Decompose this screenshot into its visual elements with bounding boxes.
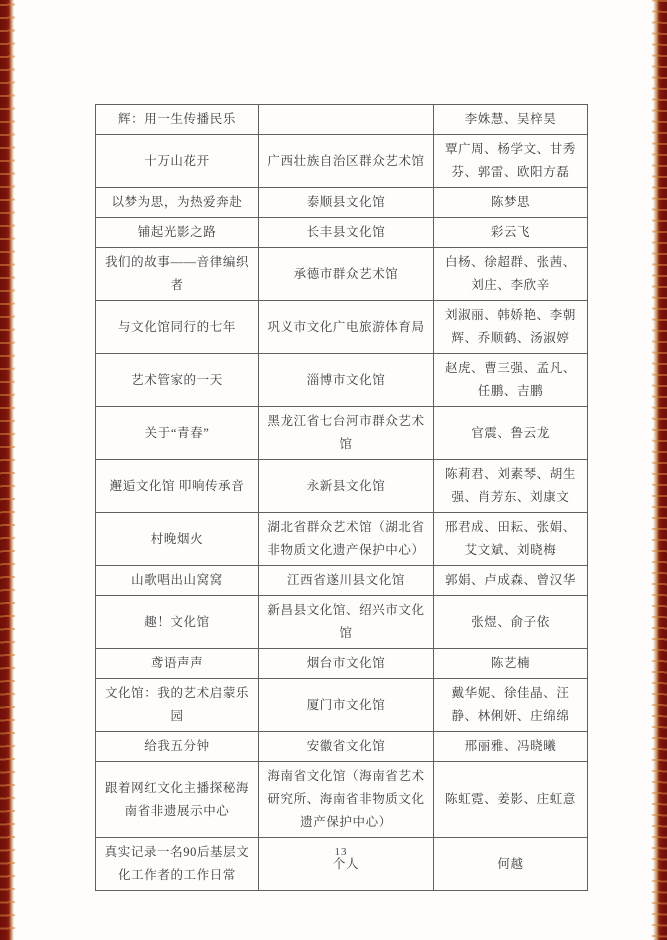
work-title-cell: 鸢语声声 <box>96 649 259 679</box>
authors-cell: 戴华妮、徐佳晶、汪静、林俐妍、庄绵绵 <box>434 679 588 732</box>
authors-cell: 郭娟、卢成森、曾汉华 <box>434 566 588 596</box>
authors-cell: 邢丽雅、冯晓曦 <box>434 732 588 762</box>
scan-edge-right <box>652 0 667 940</box>
work-title-cell: 关于“青春” <box>96 407 259 460</box>
work-title-cell: 给我五分钟 <box>96 732 259 762</box>
authors-cell: 陈莉君、刘素琴、胡生强、肖芳东、刘康文 <box>434 460 588 513</box>
table-row <box>96 566 588 596</box>
table-row <box>96 218 588 248</box>
authors-cell: 陈艺楠 <box>434 649 588 679</box>
organization-cell: 安徽省文化馆 <box>259 732 434 762</box>
work-title-cell: 铺起光影之路 <box>96 218 259 248</box>
authors-cell: 李姝慧、吴梓昊 <box>434 105 588 135</box>
work-title-cell: 与文化馆同行的七年 <box>96 301 259 354</box>
authors-cell: 彩云飞 <box>434 218 588 248</box>
organization-cell: 广西壮族自治区群众艺术馆 <box>259 135 434 188</box>
work-title-cell: 文化馆：我的艺术启蒙乐园 <box>96 679 259 732</box>
authors-cell: 刘淑丽、韩娇艳、李朝辉、乔顺鹤、汤淑婷 <box>434 301 588 354</box>
organization-cell <box>259 105 434 135</box>
authors-cell: 邢君成、田耘、张娟、艾文斌、刘晓梅 <box>434 513 588 566</box>
table-row <box>96 762 588 838</box>
table-row <box>96 188 588 218</box>
page-number: 13 <box>334 846 348 858</box>
organization-cell: 烟台市文化馆 <box>259 649 434 679</box>
organization-cell: 泰顺县文化馆 <box>259 188 434 218</box>
work-title-cell: 辉：用一生传播民乐 <box>96 105 259 135</box>
organization-cell: 永新县文化馆 <box>259 460 434 513</box>
awards-table <box>95 104 588 891</box>
organization-cell: 黑龙江省七台河市群众艺术馆 <box>259 407 434 460</box>
organization-cell: 厦门市文化馆 <box>259 679 434 732</box>
work-title-cell: 邂逅文化馆 叩响传承音 <box>96 460 259 513</box>
authors-cell: 赵虎、曹三强、孟凡、任鹏、吉鹏 <box>434 354 588 407</box>
authors-cell: 陈虹霓、姜影、庄虹意 <box>434 762 588 838</box>
work-title-cell: 山歌唱出山窝窝 <box>96 566 259 596</box>
authors-cell: 官震、鲁云龙 <box>434 407 588 460</box>
work-title-cell: 跟着网红文化主播探秘海南省非遗展示中心 <box>96 762 259 838</box>
authors-cell: 覃广周、杨学文、甘秀芬、郭雷、欧阳方磊 <box>434 135 588 188</box>
work-title-cell: 真实记录一名90后基层文化工作者的工作日常 <box>96 838 259 891</box>
work-title-cell: 以梦为思，为热爱奔赴 <box>96 188 259 218</box>
authors-cell: 何越 <box>434 838 588 891</box>
organization-cell: 海南省文化馆（海南省艺术研究所、海南省非物质文化遗产保护中心） <box>259 762 434 838</box>
authors-cell: 张煜、俞子依 <box>434 596 588 649</box>
table-row <box>96 460 588 513</box>
table-row <box>96 513 588 566</box>
organization-cell: 淄博市文化馆 <box>259 354 434 407</box>
work-title-cell: 艺术管家的一天 <box>96 354 259 407</box>
table-row <box>96 301 588 354</box>
table-row <box>96 407 588 460</box>
organization-cell: 巩义市文化广电旅游体育局 <box>259 301 434 354</box>
organization-cell: 湖北省群众艺术馆（湖北省非物质文化遗产保护中心） <box>259 513 434 566</box>
organization-cell: 新昌县文化馆、绍兴市文化馆 <box>259 596 434 649</box>
work-title-cell: 村晚烟火 <box>96 513 259 566</box>
work-title-cell: 趣！文化馆 <box>96 596 259 649</box>
authors-cell: 陈梦思 <box>434 188 588 218</box>
table-row <box>96 135 588 188</box>
organization-cell: 承德市群众艺术馆 <box>259 248 434 301</box>
organization-cell: 长丰县文化馆 <box>259 218 434 248</box>
work-title-cell: 我们的故事——音律编织者 <box>96 248 259 301</box>
table-row <box>96 732 588 762</box>
table-row <box>96 596 588 649</box>
document-page <box>95 104 587 891</box>
organization-cell: 江西省遂川县文化馆 <box>259 566 434 596</box>
work-title-cell: 十万山花开 <box>96 135 259 188</box>
table-row <box>96 679 588 732</box>
table-row <box>96 105 588 135</box>
organization-cell: 个人 <box>259 838 434 891</box>
table-row <box>96 248 588 301</box>
table-row <box>96 649 588 679</box>
authors-cell: 白杨、徐超群、张茜、刘庄、李欣辛 <box>434 248 588 301</box>
table-row <box>96 354 588 407</box>
scan-edge-left <box>0 0 15 940</box>
